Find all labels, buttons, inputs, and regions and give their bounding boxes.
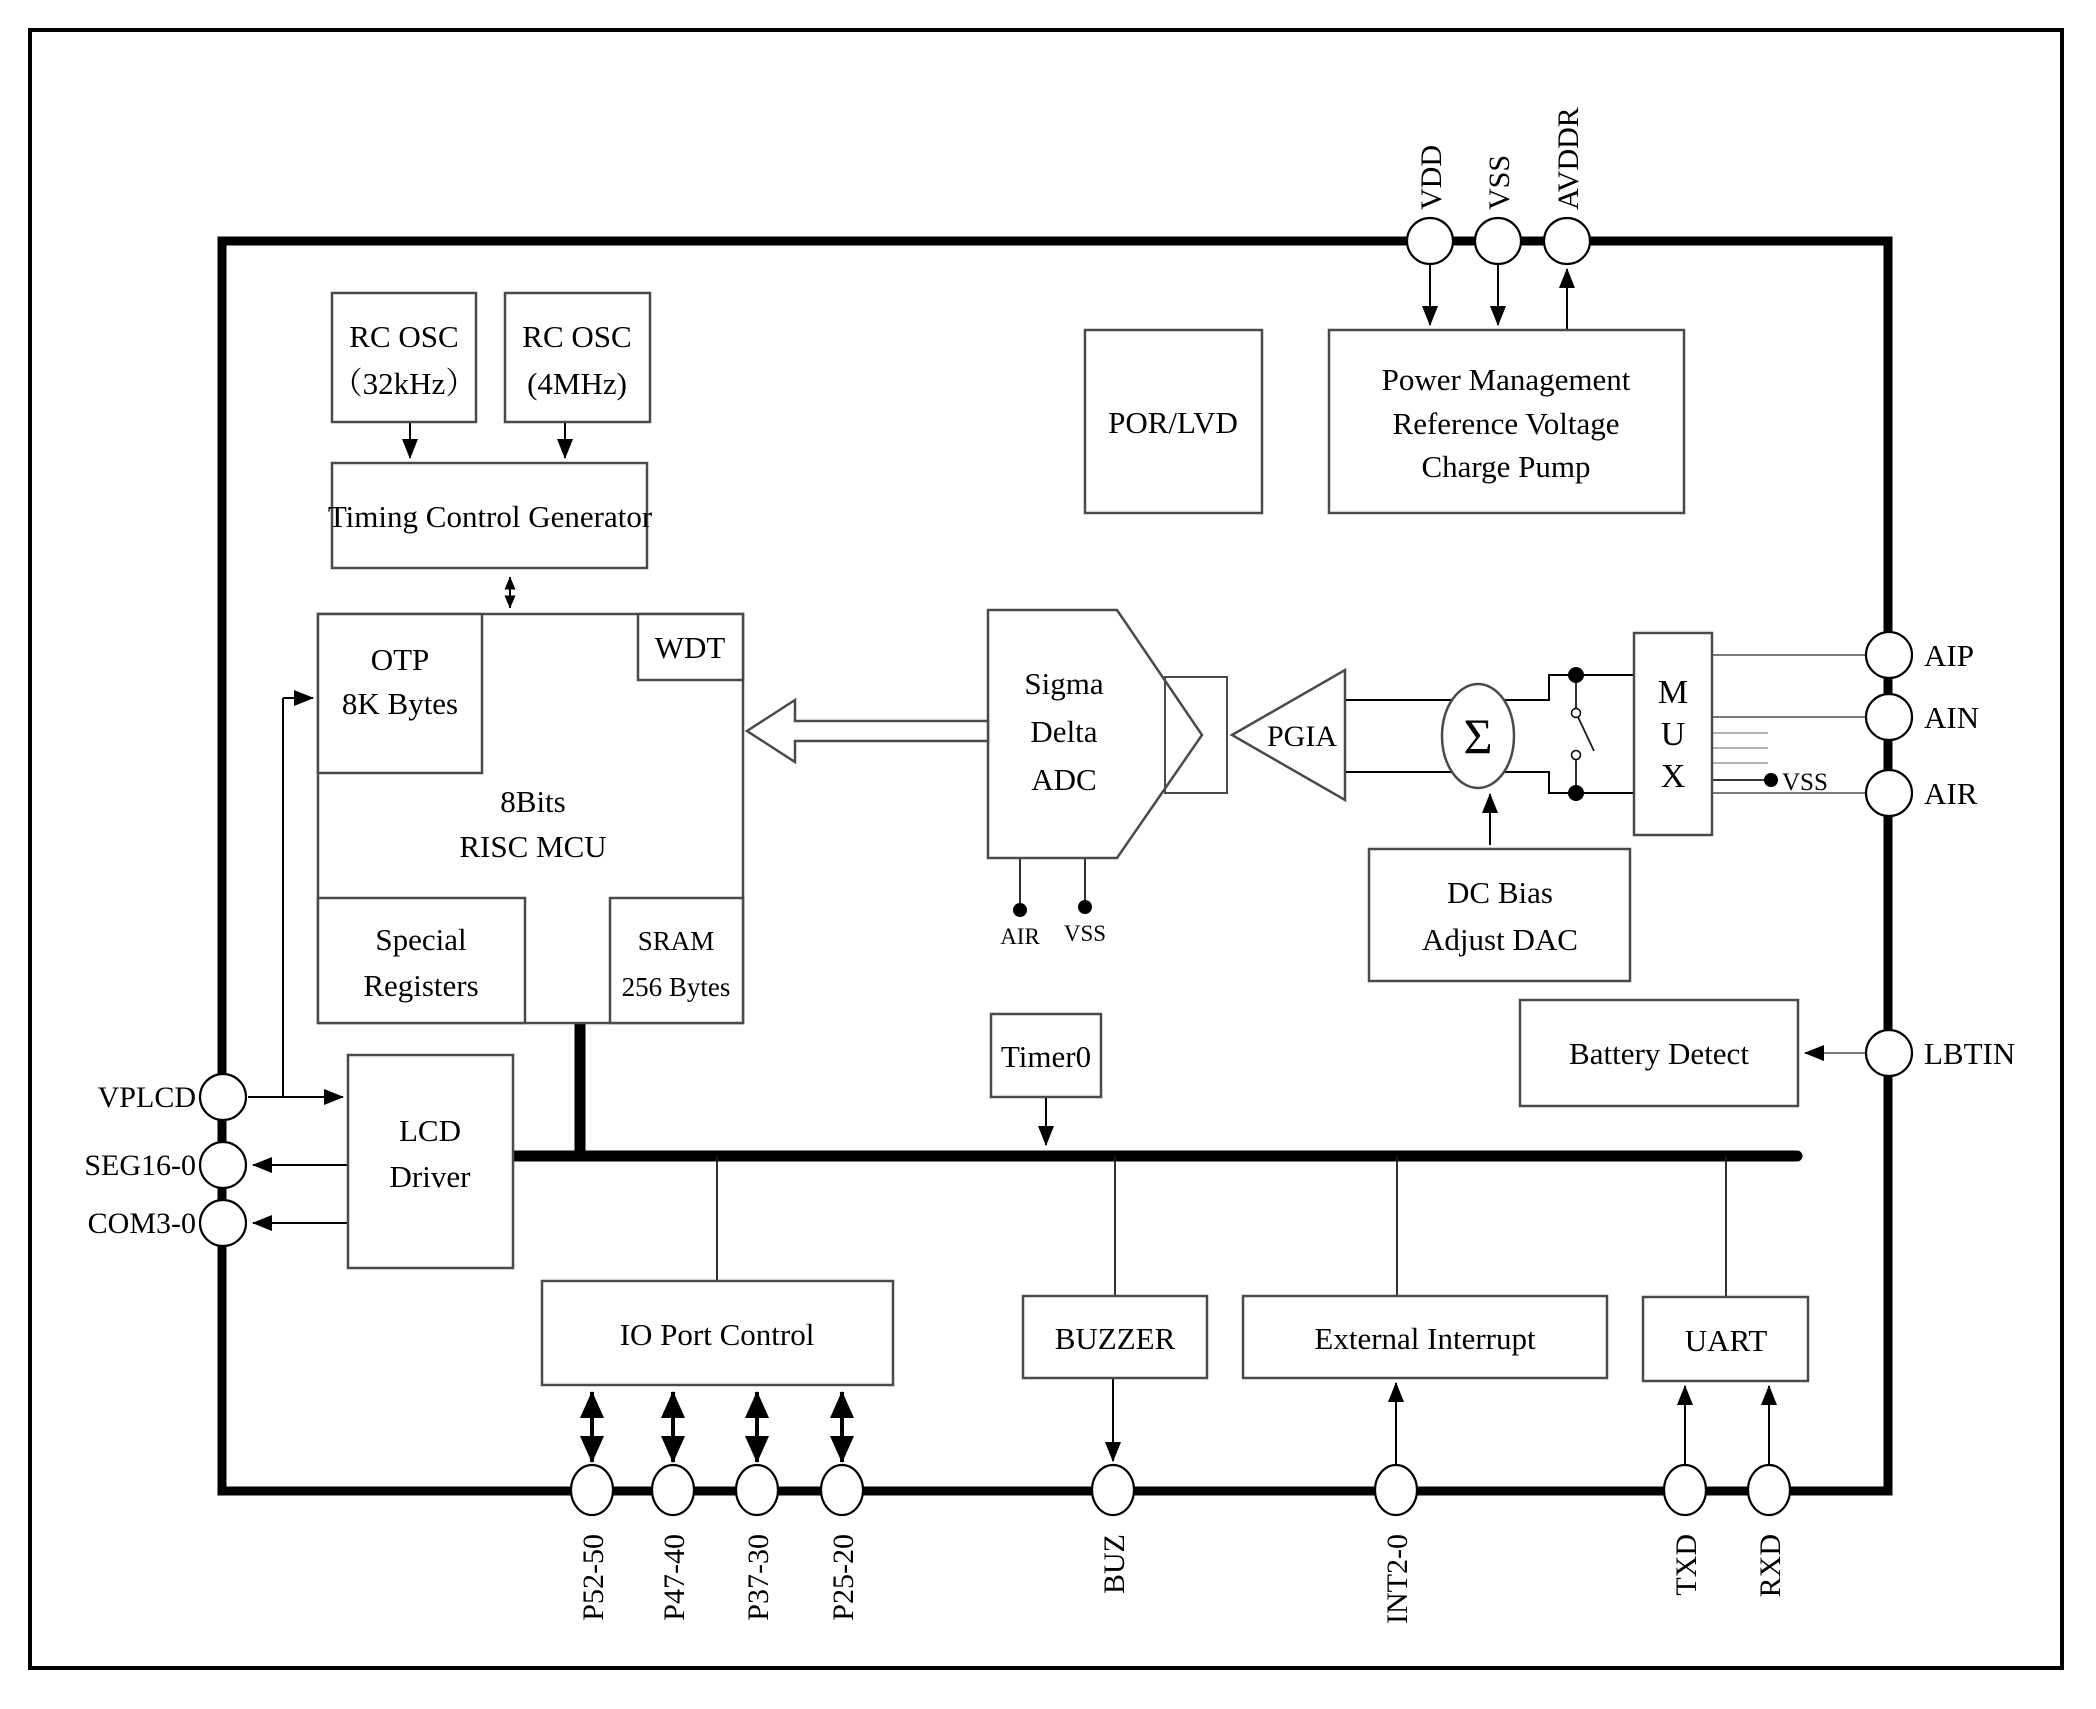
adc-line1: Sigma [1024, 666, 1104, 701]
label-p25-20: P25-20 [827, 1534, 860, 1621]
pgia-label: PGIA [1266, 720, 1338, 753]
lcd-driver-line1: LCD [399, 1113, 461, 1148]
label-seg16-0: SEG16-0 [84, 1149, 196, 1182]
pin-p25-20 [821, 1465, 863, 1515]
pin-aip [1866, 632, 1912, 678]
otp-line2: 8K Bytes [341, 686, 459, 721]
sram-box [610, 898, 743, 1023]
mux-line1: M [1657, 674, 1689, 711]
rc-osc-4m-line2: (4MHz) [527, 366, 627, 401]
mux-vss-dot [1764, 773, 1778, 787]
power-mgmt-line2: Reference Voltage [1392, 406, 1620, 441]
label-rxd: RXD [1754, 1534, 1787, 1598]
switch-upper-node-dot [1568, 667, 1584, 683]
rc-osc-32k-box [332, 293, 476, 422]
adc-line2: Delta [1030, 714, 1098, 749]
buzzer-label: BUZZER [1054, 1321, 1176, 1356]
mcu-line2: RISC MCU [459, 829, 607, 864]
mux-vss-label: VSS [1782, 769, 1828, 796]
rc-osc-4m-box [505, 293, 650, 422]
pin-com [200, 1200, 246, 1246]
otp-line1: OTP [370, 642, 430, 677]
pin-p47-40 [652, 1465, 694, 1515]
adc-line3: ADC [1031, 762, 1097, 797]
timing-control-label: Timing Control Generator [327, 499, 653, 534]
rc-osc-32k-line1: RC OSC [349, 319, 459, 354]
label-p47-40: P47-40 [658, 1534, 691, 1621]
label-vplcd: VPLCD [97, 1081, 196, 1114]
por-lvd-label: POR/LVD [1108, 405, 1238, 440]
rc-osc-32k-line2: （32kHz） [331, 366, 477, 401]
label-p37-30: P37-30 [742, 1534, 775, 1621]
pin-buz [1092, 1465, 1134, 1515]
pin-p52-50 [571, 1465, 613, 1515]
sram-line1: SRAM [637, 926, 715, 956]
label-vdd: VDD [1415, 145, 1448, 210]
mux-line3: X [1660, 758, 1686, 795]
label-lbtin: LBTIN [1924, 1036, 2016, 1071]
label-avddr: AVDDR [1552, 107, 1585, 210]
pin-seg [200, 1142, 246, 1188]
lcd-driver-line2: Driver [389, 1159, 471, 1194]
battery-detect-label: Battery Detect [1569, 1036, 1749, 1071]
sram-line2: 256 Bytes [621, 972, 731, 1002]
pin-air [1866, 770, 1912, 816]
io-port-label: IO Port Control [619, 1317, 815, 1352]
rc-osc-4m-line1: RC OSC [522, 319, 632, 354]
switch-upper-contact [1572, 709, 1581, 718]
pin-vss [1475, 218, 1521, 264]
label-int2-0: INT2-0 [1381, 1534, 1414, 1624]
pin-p37-30 [736, 1465, 778, 1515]
pin-int2-0 [1375, 1465, 1417, 1515]
wdt-label: WDT [654, 630, 726, 665]
adc-air-dot [1013, 903, 1027, 917]
dc-bias-dac-box [1369, 849, 1630, 981]
pin-vplcd [200, 1074, 246, 1120]
power-mgmt-line3: Charge Pump [1421, 449, 1591, 484]
dc-bias-line1: DC Bias [1447, 875, 1553, 910]
adc-vss-dot [1078, 900, 1092, 914]
label-p52-50: P52-50 [577, 1534, 610, 1621]
pin-ain [1866, 694, 1912, 740]
special-registers-box [318, 898, 525, 1023]
pin-txd [1664, 1465, 1706, 1515]
power-mgmt-line1: Power Management [1381, 362, 1631, 397]
pin-rxd [1748, 1465, 1790, 1515]
label-vss: VSS [1483, 154, 1516, 210]
label-txd: TXD [1670, 1534, 1703, 1596]
pin-lbtin [1866, 1030, 1912, 1076]
timer0-label: Timer0 [1000, 1039, 1092, 1074]
adc-air-label: AIR [1000, 924, 1040, 949]
label-com3-0: COM3-0 [87, 1207, 196, 1240]
mcu-line1: 8Bits [500, 784, 566, 819]
pin-vdd [1407, 218, 1453, 264]
dc-bias-line2: Adjust DAC [1422, 922, 1578, 957]
pin-avddr [1544, 218, 1590, 264]
ext-interrupt-label: External Interrupt [1314, 1321, 1536, 1356]
switch-lower-node-dot [1568, 785, 1584, 801]
label-ain: AIN [1924, 700, 1980, 735]
label-air: AIR [1924, 776, 1978, 811]
uart-label: UART [1684, 1323, 1768, 1358]
label-buz: BUZ [1098, 1534, 1131, 1594]
label-aip: AIP [1924, 638, 1974, 673]
switch-lower-contact [1572, 751, 1581, 760]
mux-line2: U [1660, 716, 1686, 753]
summing-node-symbol: Σ [1463, 708, 1493, 764]
special-registers-line2: Registers [363, 968, 479, 1003]
special-registers-line1: Special [375, 922, 467, 957]
adc-vss-label: VSS [1063, 921, 1107, 946]
